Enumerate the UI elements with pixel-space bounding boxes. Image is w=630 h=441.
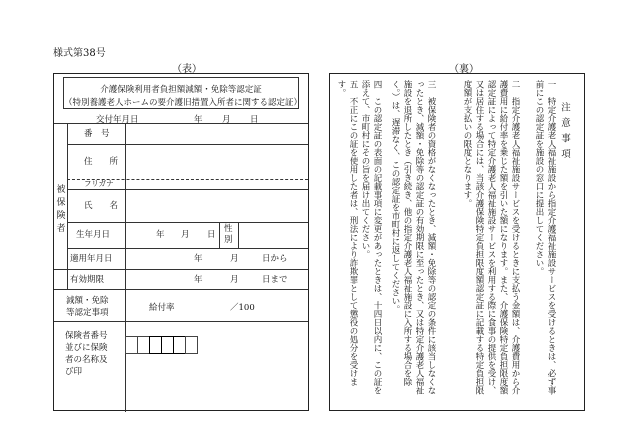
birthdate-label: 生年月日 xyxy=(76,230,111,240)
notes-heading: 注意事項 xyxy=(559,102,570,164)
grid-line xyxy=(54,123,308,124)
grid-line xyxy=(67,144,308,145)
grid-line xyxy=(67,189,308,190)
certificate-title xyxy=(63,77,303,109)
birth-month: 月 xyxy=(181,230,190,240)
insurer-label-2: 並びに保険 xyxy=(65,343,108,353)
sex-label-2: 別 xyxy=(224,235,233,245)
grid-line xyxy=(54,269,308,270)
issue-date-label: 交付年月日 xyxy=(96,115,139,125)
insurer-label-4: び印 xyxy=(65,367,83,377)
grid-line xyxy=(238,222,239,248)
grid-line xyxy=(125,123,126,412)
title-line-1: 介護保険利用者負担額減額・免除等認定証 xyxy=(100,85,262,95)
furigana-label: フリガナ xyxy=(84,179,114,188)
certificate-front xyxy=(53,73,309,411)
note-item-4: 四 この認定証の表面の記載事項に変更があったときは、十四日以内に、この証を添えて、市町村にその旨を届け出てください。 xyxy=(360,80,382,395)
insurer-number-cells xyxy=(125,336,197,354)
benefit-rate-suffix: ／100 xyxy=(230,303,255,313)
grid-line xyxy=(219,222,220,248)
certificate-back xyxy=(329,73,585,411)
application-date-label: 適用年月日 xyxy=(70,254,113,264)
birth-year: 年 xyxy=(156,230,165,240)
issue-date-month: 月 xyxy=(222,115,231,125)
issue-date-year: 年 xyxy=(194,115,203,125)
title-line-2: （特別養護老人ホームの要介護旧措置入所者に関する認定証） xyxy=(64,98,303,108)
grid-line xyxy=(54,321,308,322)
reduction-label-2: 等認定事項 xyxy=(66,308,109,318)
birth-day: 日 xyxy=(207,230,216,240)
application-suffix: 日から xyxy=(262,254,288,264)
application-month: 月 xyxy=(230,254,239,264)
issue-date-day: 日 xyxy=(250,115,259,125)
expiry-month: 月 xyxy=(230,275,239,285)
number-label: 番 号 xyxy=(84,129,110,139)
note-item-5: 五 不正にこの証を使用した者は、刑法により詐欺罪として懲役の処分を受けます。 xyxy=(336,80,358,386)
note-item-3: 三 被保険者の資格がなくなったとき、減額・免除等の認定の条件に該当しなくなったとき、減額・免除等の認定証の有効期限に至ったとき、又は特定介護老人福祉施設を退所したとき（引き続き、他の指定介護老人福祉施設に入所する場合を除く。）は、遅滞なく、この認定証を市町村に返してください。 xyxy=(390,80,436,395)
grid-line xyxy=(67,123,68,289)
sex-label-1: 性 xyxy=(224,224,233,234)
grid-line xyxy=(67,222,308,223)
front-side-label: （表） xyxy=(172,64,202,75)
expiry-year: 年 xyxy=(194,275,203,285)
grid-line xyxy=(54,289,308,290)
expiry-suffix: 日まで xyxy=(262,275,288,285)
address-label: 住 所 xyxy=(84,157,119,167)
application-year: 年 xyxy=(194,254,203,264)
grid-line xyxy=(67,248,308,249)
insured-label: 被保険者 xyxy=(56,185,66,234)
form-number: 様式第38号 xyxy=(53,48,106,59)
insurer-number-cell[interactable] xyxy=(185,336,198,354)
note-item-1: 一 特定介護老人福祉施設から指定介護福祉施設サービスを受けるときは、必ず事前にこの認定証を施設の窓口に提出してください。 xyxy=(534,80,556,395)
note-item-2: 二 指定介護老人福祉施設サービスを受けるときに支払う金額は、介護費用から介護費用に給付率を乗じた額を引いた額になります。また、介護保険特定負担限度額認定証によって特定介護老人福祉施設サービスを利用する際に食事の提供を受け、又は居住する場合には、当該介護保険特定負担限度額認定証に記載する特定負担限度額が支払いの限度となります。 xyxy=(462,80,520,395)
insurer-label-1: 保険者番号 xyxy=(65,331,108,341)
expiry-date-label: 有効期限 xyxy=(70,275,105,285)
reduction-label-1: 減額・免除 xyxy=(66,296,109,306)
benefit-rate-label: 給付率 xyxy=(149,303,175,313)
name-label: 氏 名 xyxy=(84,201,119,211)
back-side-label: （裏） xyxy=(449,64,479,75)
insurer-label-3: 者の名称及 xyxy=(65,355,108,365)
